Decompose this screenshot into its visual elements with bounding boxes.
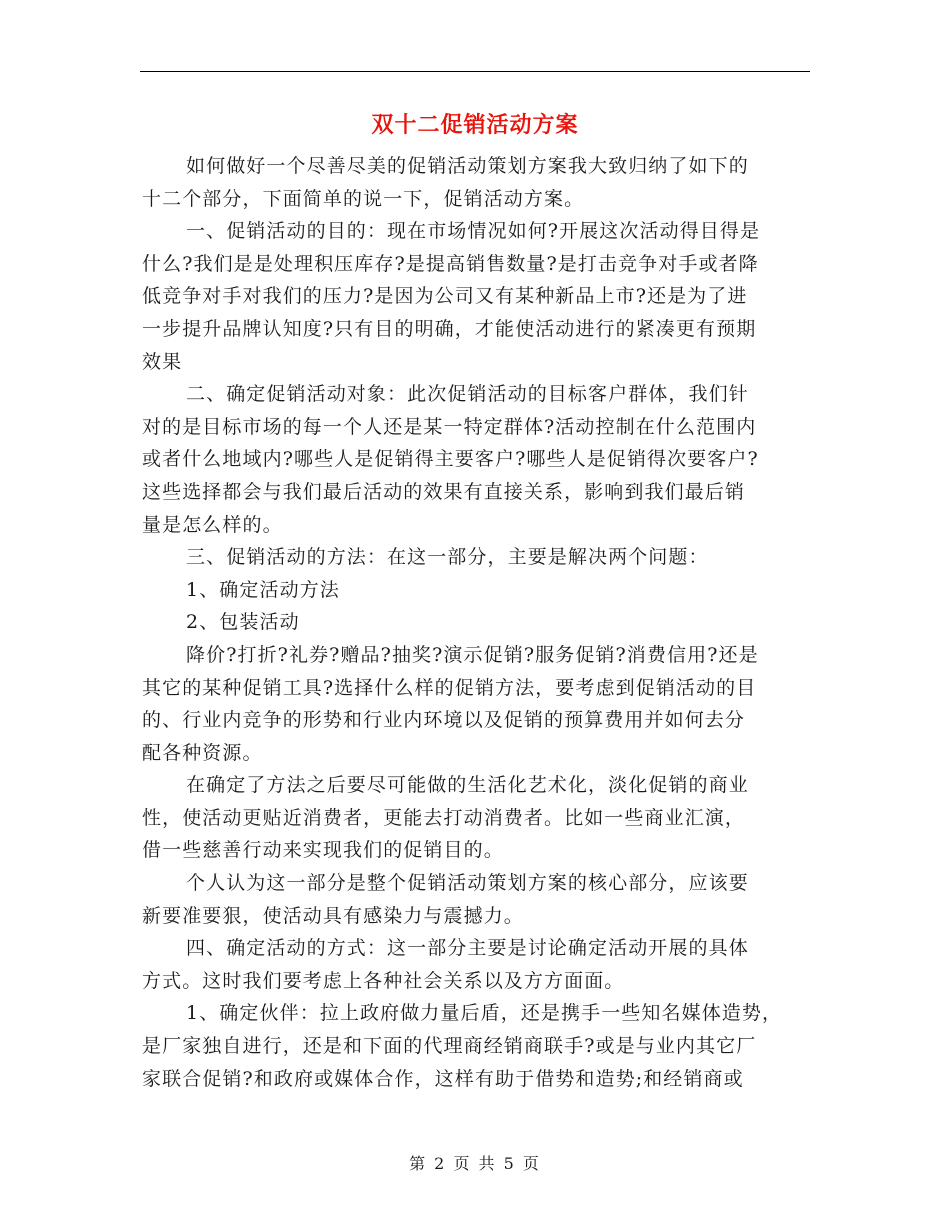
body-line: 其它的某种促销工具?选择什么样的促销方法，要考虑到促销活动的目 xyxy=(142,676,757,699)
body-line: 低竞争对手对我们的压力?是因为公司又有某种新品上市?还是为了进 xyxy=(142,285,748,308)
body-line: 什么?我们是是处理积压库存?是提高销售数量?是打击竞争对手或者降 xyxy=(142,252,759,275)
body-line: 三、促销活动的方法：在这一部分，主要是解决两个问题： xyxy=(186,546,709,569)
body-line: 降价?打折?礼券?赠品?抽奖?演示促销?服务促销?消费信用?还是 xyxy=(186,643,759,666)
body-line: 二、确定促销活动对象：此次促销活动的目标客户群体，我们针 xyxy=(186,383,749,406)
body-line: 借一些慈善行动来实现我们的促销目的。 xyxy=(142,839,504,862)
body-line: 个人认为这一部分是整个促销活动策划方案的核心部分，应该要 xyxy=(186,872,749,895)
body-line: 如何做好一个尽善尽美的促销活动策划方案我大致归纳了如下的 xyxy=(186,155,749,177)
document-body xyxy=(142,150,814,1095)
body-line: 家联合促销?和政府或媒体合作，这样有助于借势和造势;和经销商或 xyxy=(142,1067,744,1090)
body-line: 1、确定伙伴：拉上政府做力量后盾，还是携手一些知名媒体造势， xyxy=(186,1002,783,1025)
page-number: 第 2 页 共 5 页 xyxy=(409,1154,541,1173)
body-line: 方式。这时我们要考虑上各种社会关系以及方方面面。 xyxy=(142,969,625,992)
body-line: 量是怎么样的。 xyxy=(142,513,283,536)
body-line: 新要准要狠，使活动具有感染力与震撼力。 xyxy=(142,904,524,927)
body-line: 的、行业内竞争的形势和行业内环境以及促销的预算费用并如何去分 xyxy=(142,709,746,732)
body-line: 十二个部分，下面简单的说一下，促销活动方案。 xyxy=(142,187,585,210)
body-line: 四、确定活动的方式：这一部分主要是讨论确定活动开展的具体 xyxy=(186,937,749,960)
body-line: 性，使活动更贴近消费者，更能去打动消费者。比如一些商业汇演， xyxy=(142,806,746,829)
body-line: 一、促销活动的目的：现在市场情况如何?开展这次活动得目得是 xyxy=(186,220,761,243)
body-line: 对的是目标市场的每一个人还是某一特定群体?活动控制在什么范围内 xyxy=(142,415,757,438)
body-line: 一步提升品牌认知度?只有目的明确，才能使活动进行的紧凑更有预期 xyxy=(142,317,757,340)
body-line: 在确定了方法之后要尽可能做的生活化艺术化，淡化促销的商业 xyxy=(186,774,749,797)
body-line: 1、确定活动方法 xyxy=(186,578,340,601)
body-line: 2、包装活动 xyxy=(186,611,300,634)
body-line: 这些选择都会与我们最后活动的效果有直接关系，影响到我们最后销 xyxy=(142,480,746,503)
body-line: 是厂家独自进行，还是和下面的代理商经销商联手?或是与业内其它厂 xyxy=(142,1035,757,1058)
header-rule xyxy=(140,71,810,72)
body-line: 配各种资源。 xyxy=(142,741,263,764)
document-title: 双十二促销活动方案 xyxy=(371,112,579,138)
body-line: 或者什么地域内?哪些人是促销得主要客户?哪些人是促销得次要客户? xyxy=(142,448,759,471)
body-line: 效果 xyxy=(142,350,183,373)
